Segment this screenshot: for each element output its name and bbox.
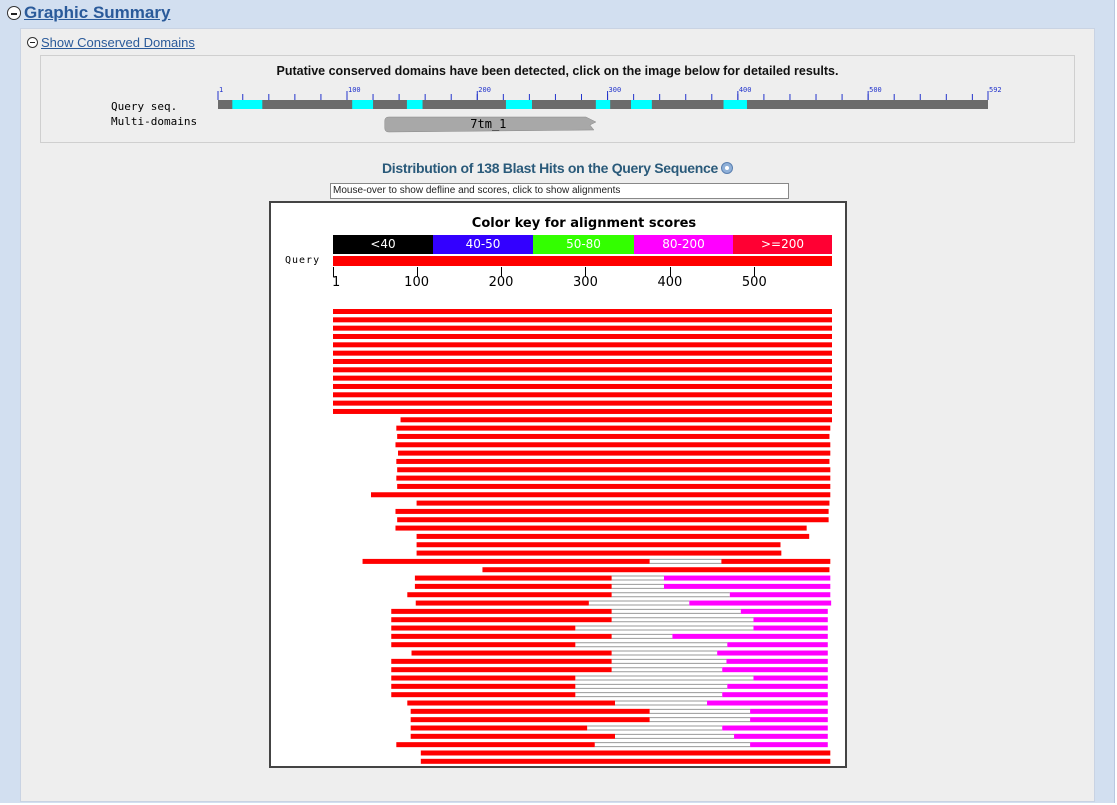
hit-row[interactable] [333,334,832,339]
hit-row[interactable] [333,384,832,389]
hit-segment[interactable] [391,659,611,664]
hit-row[interactable] [391,667,828,672]
hit-row[interactable] [363,559,831,564]
hit-segment[interactable] [391,617,611,622]
collapse-icon[interactable] [27,37,38,48]
color-key-80-200: 80-200 [634,235,733,254]
hit-segment[interactable] [407,701,615,706]
hit-row[interactable] [333,401,832,406]
hit-row[interactable] [391,609,828,614]
hit-row[interactable] [333,342,832,347]
mouseover-info-field: Mouse-over to show defline and scores, click to show alignments [330,183,789,199]
hit-segment[interactable] [397,484,830,489]
ruler-tick-label: 100 [347,86,361,94]
hit-segment[interactable] [727,642,827,647]
hit-row[interactable] [482,567,829,572]
hit-row[interactable] [333,317,832,322]
hit-segment[interactable] [727,684,827,689]
hit-row[interactable] [391,617,828,622]
hit-row[interactable] [417,501,830,506]
ruler-tick-label: 300 [608,86,622,94]
hit-row[interactable] [407,592,830,597]
hit-segment[interactable] [722,692,828,697]
hit-row[interactable] [333,367,832,372]
hit-segment[interactable] [421,759,831,764]
conserved-site-segment[interactable] [724,100,747,109]
graphic-summary-title[interactable]: Graphic Summary [24,3,171,22]
hit-segment[interactable] [333,376,832,381]
hit-segment[interactable] [417,551,782,556]
hit-segment[interactable] [396,426,830,431]
hit-segment[interactable] [396,459,829,464]
graphic-summary-header[interactable] [7,3,170,23]
conserved-domains-panel[interactable] [40,55,1075,143]
ruler-tick-label: 400 [738,86,752,94]
ruler-tick-label: 500 [869,86,882,94]
hit-row[interactable] [391,684,828,689]
hit-row[interactable] [396,459,829,464]
color-key-50-80: 50-80 [533,235,634,254]
hit-row[interactable] [333,376,832,381]
hit-segment[interactable] [721,559,830,564]
color-key-title: Color key for alignment scores [471,216,697,231]
hit-row[interactable] [421,750,831,755]
collapse-icon[interactable] [7,6,21,20]
hit-segment[interactable] [411,709,650,714]
hit-segment[interactable] [333,359,832,364]
hit-segment[interactable] [417,501,830,506]
hit-segment[interactable] [333,351,832,356]
hit-row[interactable] [333,409,832,414]
hit-segment[interactable] [333,309,832,314]
hit-row[interactable] [391,692,828,697]
hit-segment[interactable] [664,576,830,581]
hit-segment[interactable] [407,592,611,597]
hit-segment[interactable] [411,717,650,722]
axis-tick-label: 1 [332,275,341,290]
hit-segment[interactable] [730,592,830,597]
axis-tick-label: 500 [741,275,767,290]
hit-row[interactable] [396,426,830,431]
hit-row[interactable] [391,642,828,647]
hit-segment[interactable] [391,692,575,697]
distribution-title-text: Distribution of 138 Blast Hits on the Query Sequence [381,160,719,176]
hit-row[interactable] [397,467,830,472]
hit-row[interactable] [421,759,831,764]
hit-row[interactable] [415,576,830,581]
axis-tick-label: 400 [657,275,683,290]
hit-segment[interactable] [750,717,828,722]
hit-row[interactable] [411,726,828,731]
hit-segment[interactable] [391,642,575,647]
hit-segment[interactable] [753,626,827,631]
hit-segment[interactable] [395,509,828,514]
hit-row[interactable] [395,509,828,514]
conserved-site-segment[interactable] [506,100,532,109]
hit-segment[interactable] [689,601,831,606]
hits-plot[interactable] [271,203,845,766]
hit-row[interactable] [333,309,832,314]
hit-row[interactable] [411,734,828,739]
hit-row[interactable] [333,392,832,397]
hit-row[interactable] [333,359,832,364]
hit-segment[interactable] [391,609,611,614]
hit-segment[interactable] [415,584,612,589]
hit-row[interactable] [411,717,828,722]
hit-segment[interactable] [417,542,781,547]
hit-row[interactable] [412,651,828,656]
domain-label: 7tm_1 [470,117,507,131]
hit-row[interactable] [416,601,831,606]
axis-tick-label: 200 [488,275,514,290]
graphic-summary-body [20,28,1095,802]
color-key-40-50: 40-50 [433,235,533,254]
hit-segment[interactable] [741,609,828,614]
hit-segment[interactable] [396,476,830,481]
distribution-title [21,160,1094,176]
hit-segment[interactable] [333,326,832,331]
hit-segment[interactable] [333,384,832,389]
hit-row[interactable] [333,351,832,356]
hit-segment[interactable] [672,634,827,639]
hit-segment[interactable] [391,626,575,631]
hit-segment[interactable] [750,709,828,714]
hit-segment[interactable] [415,576,612,581]
hit-segment[interactable] [722,726,828,731]
hit-row[interactable] [401,417,832,422]
help-icon[interactable] [721,162,733,174]
conserved-domains-header[interactable] [27,35,195,50]
hit-row[interactable] [391,676,828,681]
hit-segment[interactable] [397,517,828,522]
hit-row[interactable] [397,434,829,439]
axis-tick-label: 100 [404,275,429,290]
hit-segment[interactable] [333,367,832,372]
hit-segment[interactable] [753,676,827,681]
hit-row[interactable] [397,517,828,522]
hit-row[interactable] [415,584,830,589]
axis-tick-label: 300 [573,275,598,290]
hit-row[interactable] [417,534,810,539]
ruler-tick-label: 200 [478,86,491,94]
hit-segment[interactable] [333,409,832,414]
hit-row[interactable] [411,709,828,714]
hit-segment[interactable] [371,492,830,497]
color-key-gte200: >=200 [733,235,832,254]
blast-hits-graphic[interactable] [269,201,847,768]
query-seq-label: Query seq. [111,100,178,113]
hit-row[interactable] [417,542,781,547]
hit-segment[interactable] [333,392,832,397]
hit-row[interactable] [391,626,828,631]
hit-row[interactable] [398,451,830,456]
hit-segment[interactable] [734,734,828,739]
hit-segment[interactable] [412,651,612,656]
hit-segment[interactable] [398,451,830,456]
hit-row[interactable] [396,476,830,481]
hit-segment[interactable] [707,701,828,706]
query-label: Query [285,255,321,266]
hit-row[interactable] [417,551,782,556]
hit-segment[interactable] [395,442,830,447]
hit-segment[interactable] [333,401,832,406]
conserved-site-segment[interactable] [596,100,610,109]
hit-segment[interactable] [391,676,575,681]
hit-segment[interactable] [717,651,828,656]
conserved-domains-graphic[interactable] [41,56,1074,142]
conserved-site-segment[interactable] [407,100,423,109]
multi-domains-label: Multi-domains [111,115,198,128]
hit-row[interactable] [333,326,832,331]
ruler-tick-label: 1 [219,86,224,94]
hit-segment[interactable] [397,434,829,439]
hit-segment[interactable] [664,584,830,589]
hit-row[interactable] [391,659,828,664]
hit-segment[interactable] [482,567,829,572]
hit-segment[interactable] [417,534,810,539]
hit-segment[interactable] [395,526,806,531]
hit-segment[interactable] [391,634,611,639]
hit-row[interactable] [391,634,828,639]
hit-row[interactable] [407,701,827,706]
hit-segment[interactable] [363,559,650,564]
show-conserved-domains-link[interactable]: Show Conserved Domains [41,35,195,50]
hit-segment[interactable] [421,750,831,755]
hit-segment[interactable] [722,667,828,672]
hit-segment[interactable] [333,317,832,322]
hit-segment[interactable] [411,734,615,739]
hit-segment[interactable] [753,617,827,622]
conserved-site-segment[interactable] [631,100,652,109]
conserved-domains-message: Putative conserved domains have been detected, click on the image below for detailed results. [276,64,839,78]
hit-row[interactable] [396,742,827,747]
hit-segment[interactable] [333,342,832,347]
hit-segment[interactable] [416,601,589,606]
conserved-site-segment[interactable] [352,100,373,109]
color-key-lt40: <40 [333,235,433,254]
hit-row[interactable] [397,484,830,489]
hit-row[interactable] [395,526,806,531]
hit-segment[interactable] [333,334,832,339]
hit-row[interactable] [395,442,830,447]
hit-row[interactable] [371,492,830,497]
hit-segment[interactable] [391,667,611,672]
hit-segment[interactable] [750,742,828,747]
hit-segment[interactable] [391,684,575,689]
ruler-tick-label: 592 [989,86,1002,94]
hit-segment[interactable] [726,659,827,664]
hit-segment[interactable] [401,417,832,422]
hit-segment[interactable] [411,726,587,731]
hit-segment[interactable] [397,467,830,472]
conserved-site-segment[interactable] [232,100,262,109]
hit-segment[interactable] [396,742,594,747]
